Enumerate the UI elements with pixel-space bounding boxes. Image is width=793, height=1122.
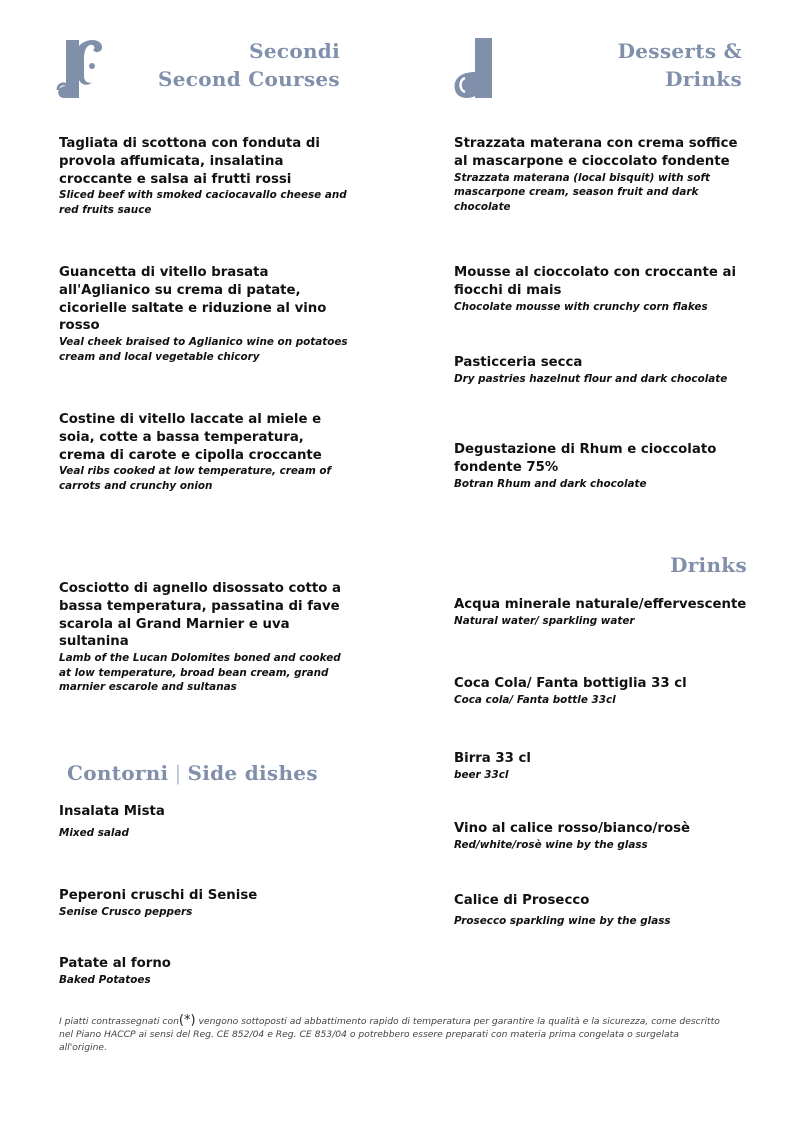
menu-item [454,264,754,314]
menu-item [454,354,754,386]
menu-item-title: Degustazione di Rhum e cioccolato fondente 75% [454,442,717,475]
menu-item [454,596,764,628]
desserts-heading-line1: Desserts & [617,39,742,63]
heading-separator: | [174,761,182,785]
menu-item-title: Guancetta di vitello brasata all'Aglianico su crema di patate, cicorielle saltate e riduzione al vino rosso [59,265,327,334]
secondi-heading [120,37,340,93]
restaurant-logo-icon [453,36,497,100]
menu-item [59,580,349,695]
menu-item-description: Chocolate mousse with crunchy corn flakes [454,300,708,313]
desserts-heading [520,37,742,93]
menu-item [454,750,764,782]
menu-item-title: Peperoni cruschi di Senise [59,888,258,903]
desserts-heading-line2: Drinks [665,67,742,91]
menu-item-description: Red/white/rosè wine by the glass [454,838,648,851]
footnote-mark: (*) [178,1013,196,1028]
menu-item-description: Veal ribs cooked at low temperature, cream of carrots and crunchy onion [59,465,332,492]
menu-item-description: Prosecco sparkling wine by the glass [454,914,671,927]
menu-item-title: Birra 33 cl [454,751,531,766]
contorni-heading-right: Side dishes [187,761,318,785]
menu-item [59,264,349,364]
menu-item-title: Vino al calice rosso/bianco/rosè [454,821,691,836]
drinks-heading: Drinks [670,553,747,577]
menu-item-title: Insalata Mista [59,804,165,819]
menu-item [59,955,349,987]
menu-item-title: Acqua minerale naturale/effervescente [454,597,747,612]
menu-item-description: Lamb of the Lucan Dolomites boned and cooked at low temperature, broad bean cream, grand marnier escarole and sultanas [59,652,341,694]
menu-item-description: Strazzata materana (local bisquit) with soft mascarpone cream, season fruit and dark chocolate [454,171,710,213]
contorni-heading-left: Contorni [67,761,169,785]
footnote-text-end: vengono sottoposti ad abbattimento rapido di temperatura per garantire la qualità e la sicurezza, come descritto nel Piano HACCP ai sensi del Reg. CE 852/04 e Reg. CE 853/04 o potrebbero essere preparati con materia prima congelata o surgelata all'origine. [59,1016,720,1053]
menu-item-description: Senise Crusco peppers [59,905,193,918]
menu-item-description: Baked Potatoes [59,973,151,986]
menu-item-description: Natural water/ sparkling water [454,614,635,627]
menu-item-title: Strazzata materana con crema soffice al mascarpone e cioccolato fondente [454,136,738,169]
menu-item-title: Costine di vitello laccate al miele e soia, cotte a bassa temperatura, crema di carote e cipolla croccante [59,412,322,463]
menu-item [59,887,349,919]
menu-item [454,441,754,491]
menu-item-description: beer 33cl [454,768,509,781]
menu-item [454,892,764,928]
menu-item [454,135,754,214]
menu-item-title: Mousse al cioccolato con croccante ai fiocchi di mais [454,265,737,298]
menu-item [59,135,349,217]
restaurant-logo-icon [56,36,106,100]
footnote [59,1014,729,1054]
menu-item-title: Pasticceria secca [454,355,583,370]
menu-item [59,411,349,493]
menu-item-description: Veal cheek braised to Aglianico wine on potatoes cream and local vegetable chicory [59,336,348,363]
secondi-heading-line1: Secondi [249,39,340,63]
menu-item-title: Patate al forno [59,956,171,971]
menu-item-title: Cosciotto di agnello disossato cotto a bassa temperatura, passatina di fave scarola al Grand Marnier e uva sultanina [59,581,341,650]
menu-item [454,820,764,852]
menu-item-description: Dry pastries hazelnut flour and dark chocolate [454,372,728,385]
menu-item-description: Sliced beef with smoked caciocavallo cheese and red fruits sauce [59,189,347,216]
secondi-heading-line2: Second Courses [158,67,340,91]
menu-item-title: Tagliata di scottona con fonduta di provola affumicata, insalatina croccante e salsa ai frutti rossi [59,136,320,187]
menu-item-description: Botran Rhum and dark chocolate [454,477,647,490]
menu-item-title: Calice di Prosecco [454,893,590,908]
menu-item [59,803,349,840]
footnote-text-start: I piatti contrassegnati con [59,1016,179,1027]
menu-item-description: Coca cola/ Fanta bottle 33cl [454,693,616,706]
menu-item [454,675,764,707]
menu-item-description: Mixed salad [59,826,129,839]
menu-item-title: Coca Cola/ Fanta bottiglia 33 cl [454,676,687,691]
contorni-heading [67,759,367,787]
